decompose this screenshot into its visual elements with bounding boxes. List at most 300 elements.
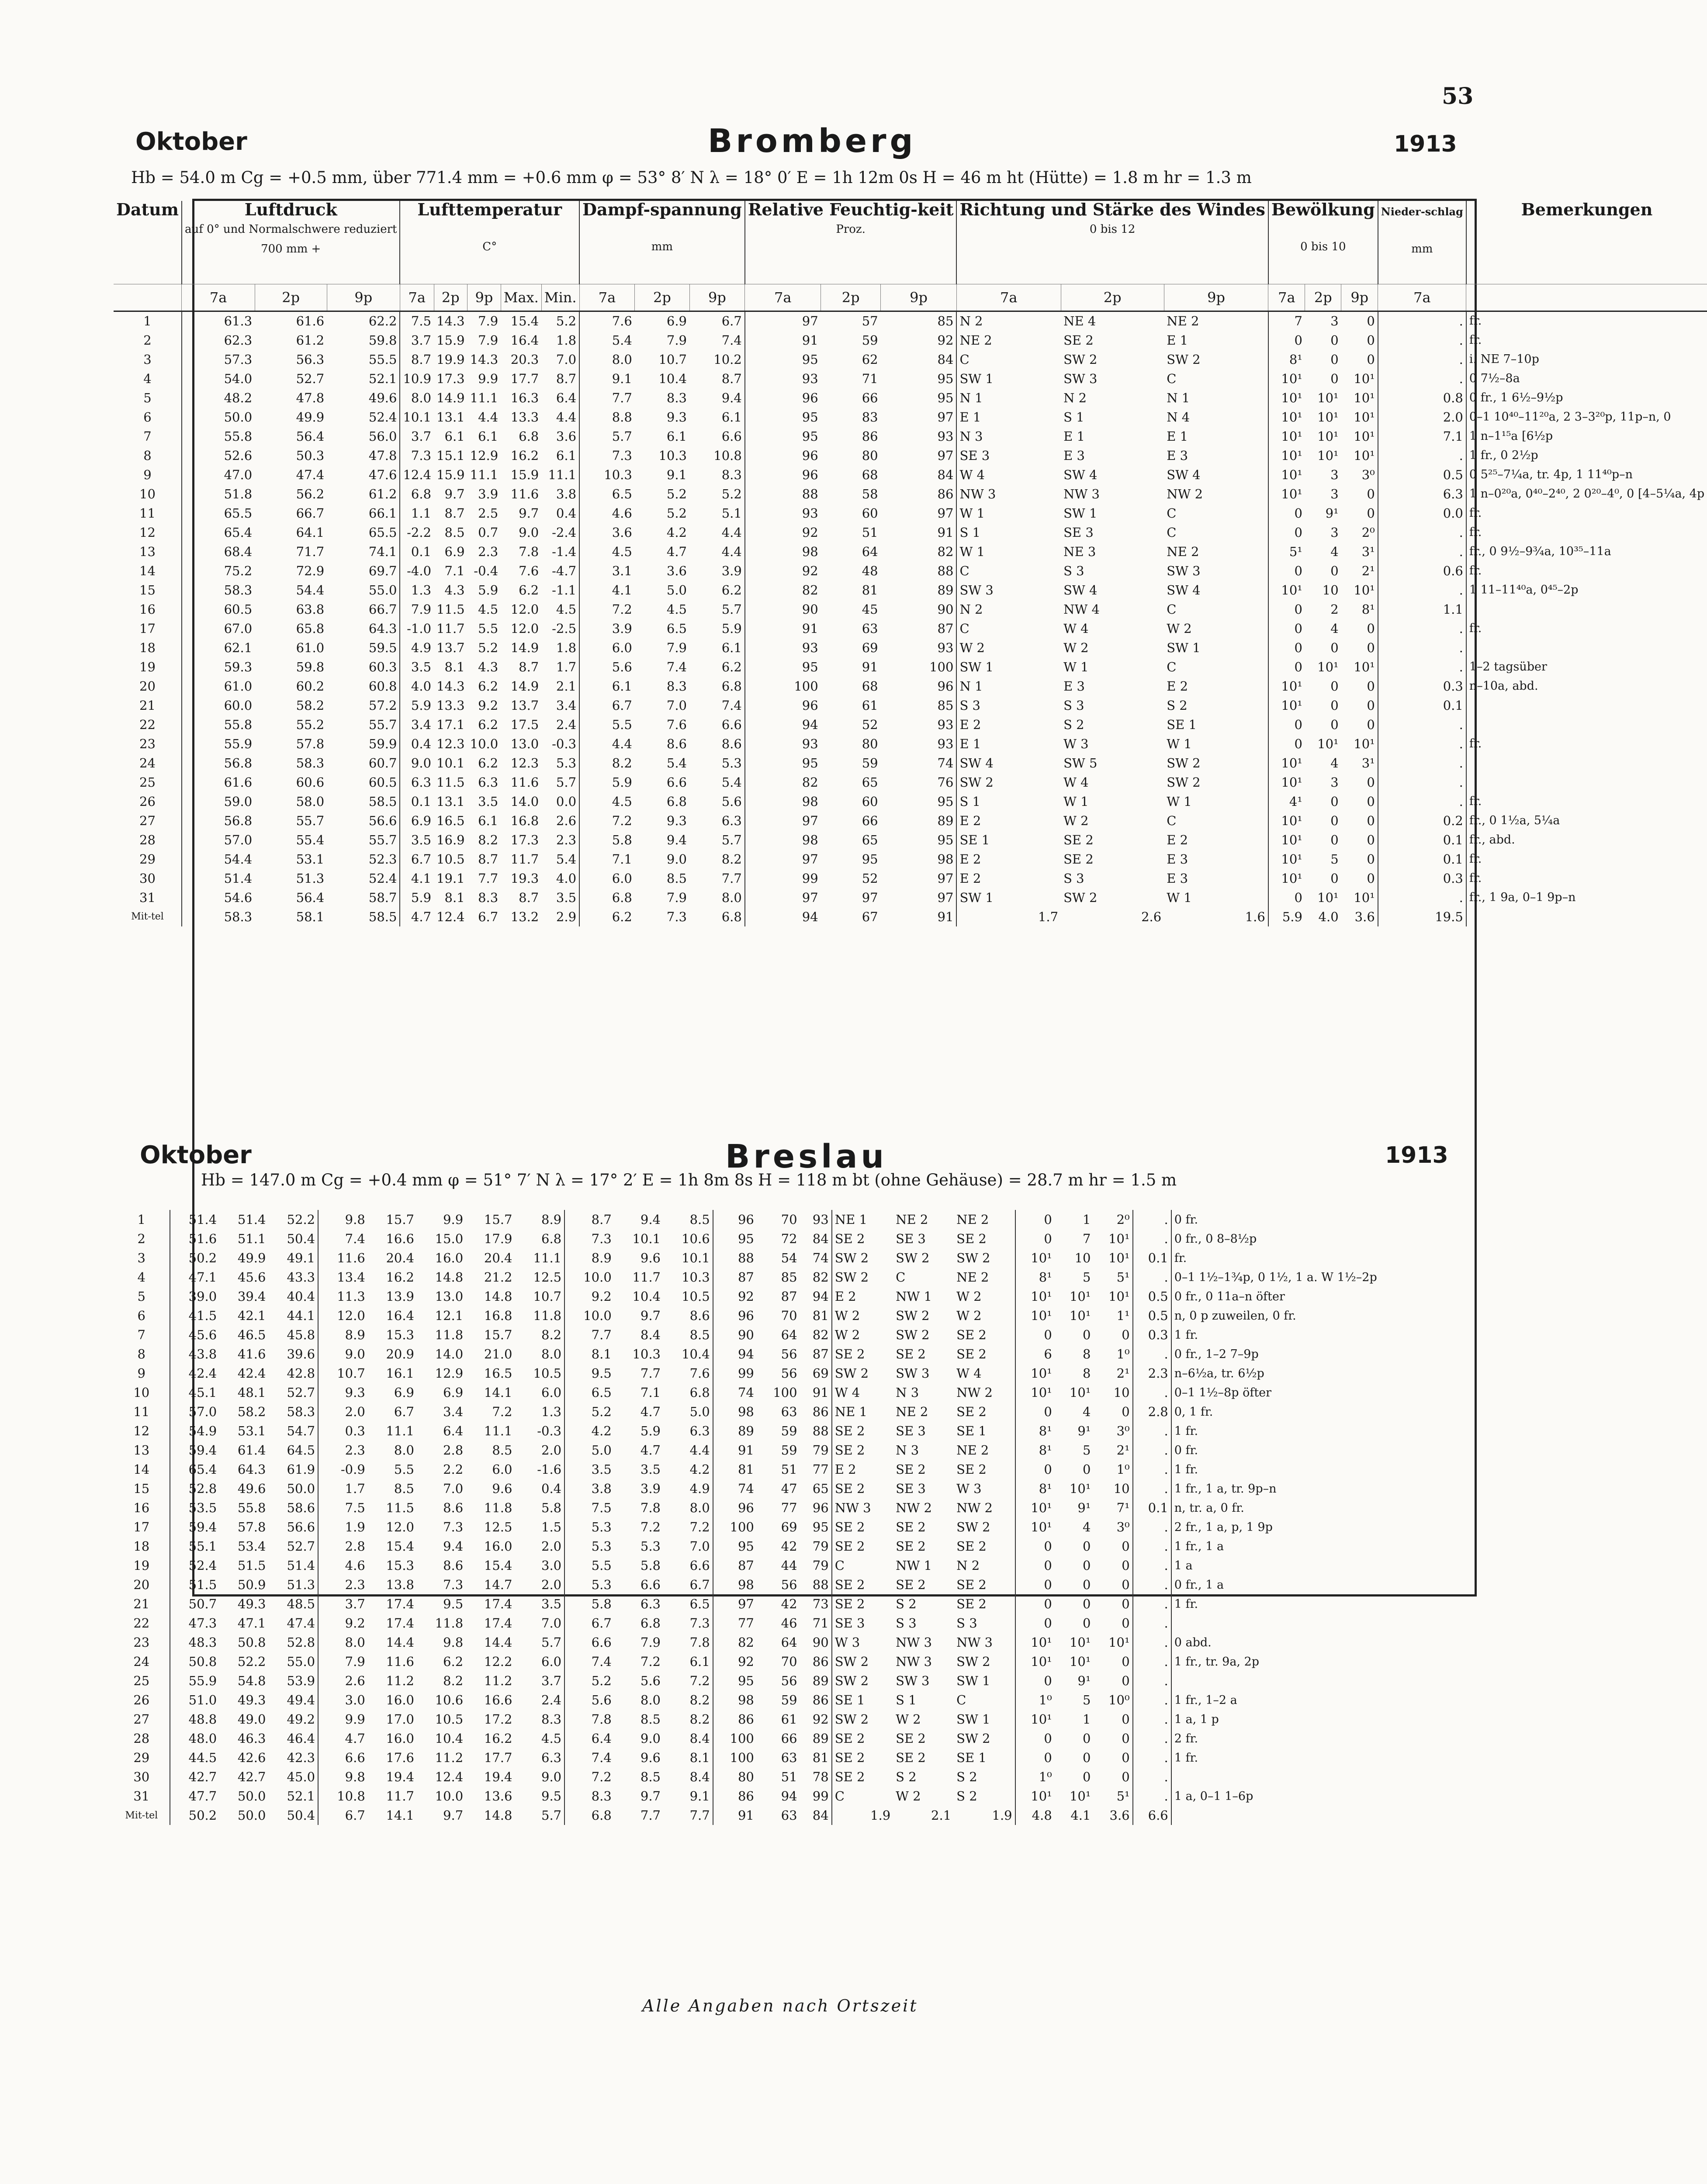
value-cell: 13.3 [436, 698, 465, 713]
value-cell: 10⁰ [1093, 1690, 1132, 1710]
mittel-row [114, 907, 1707, 926]
value-cell: 84 [800, 1229, 832, 1248]
value-cell: 0 [1083, 1597, 1091, 1611]
value-cell: NW 3 [954, 1633, 1015, 1652]
value-cell: 51.0 [188, 1693, 217, 1707]
value-cell: 95 [881, 388, 957, 408]
day-cell: 9 [114, 465, 182, 484]
value-cell: 95 [802, 429, 818, 444]
value-cell: . [1133, 1537, 1171, 1556]
value-cell: 75.2 [224, 563, 253, 578]
day-cell: 3 [114, 1248, 170, 1268]
value-cell: 8.5 [666, 871, 687, 886]
value-cell: 10¹ [1341, 734, 1378, 753]
day-cell: 13 [114, 542, 182, 561]
value-cell: 69 [781, 1520, 797, 1534]
value-cell: 4.7 [666, 544, 687, 559]
value-cell: 52.7 [268, 1537, 318, 1556]
value-cell: 10¹ [1341, 408, 1378, 427]
value-cell: SW 4 [1063, 467, 1098, 482]
value-cell: 7.4 [591, 1750, 612, 1765]
value-cell: . [1133, 1517, 1171, 1537]
value-cell: 3.6 [666, 563, 687, 578]
value-cell: 9.5 [591, 1366, 612, 1381]
value-cell: 92 [881, 331, 957, 350]
value-cell: 76 [881, 773, 957, 792]
value-cell: 52.3 [327, 850, 400, 869]
value-cell: 16.6 [386, 1231, 415, 1246]
value-cell: 93 [802, 371, 818, 386]
value-cell: 3 [1330, 467, 1339, 482]
value-cell: 7.4 [689, 696, 745, 715]
table-row [114, 1306, 1477, 1325]
value-cell: 8.7 [689, 369, 745, 388]
value-cell: 17.5 [510, 717, 539, 732]
value-cell: 9.0 [515, 1767, 564, 1787]
value-cell: 9¹ [1077, 1500, 1091, 1515]
value-cell: 5.2 [541, 311, 579, 331]
value-cell: 17.1 [436, 717, 465, 732]
value-cell: 3.6 [541, 427, 579, 446]
value-cell: 9.0 [345, 1347, 365, 1362]
value-cell: 0 [1330, 717, 1339, 732]
value-cell: 5¹ [1093, 1268, 1132, 1287]
remark-cell: 1–2 tagsüber [1469, 660, 1547, 674]
value-cell: 95 [738, 1231, 754, 1246]
value-cell: S 1 [1063, 409, 1084, 425]
value-cell: 10¹ [1281, 813, 1302, 828]
day-cell: 25 [114, 773, 182, 792]
value-cell: 4 [1083, 1520, 1091, 1534]
table-row [114, 1594, 1477, 1614]
value-cell: SE 1 [954, 1748, 1015, 1767]
value-cell: 57.2 [327, 696, 400, 715]
value-cell: 7.4 [345, 1231, 365, 1246]
value-cell: 49.3 [237, 1693, 266, 1707]
remark-cell: 1 fr. [1174, 1751, 1198, 1765]
value-cell: SE 2 [834, 1769, 865, 1784]
day-cell: 30 [114, 1767, 170, 1787]
value-cell: 52 [862, 871, 878, 886]
value-cell: SE 2 [896, 1347, 926, 1362]
value-cell: SE 3 [834, 1616, 865, 1631]
value-cell: 10.1 [632, 1231, 661, 1246]
value-cell: 1⁰ [1039, 1769, 1052, 1784]
value-cell: 82 [802, 582, 818, 598]
value-cell: 19.9 [436, 352, 465, 367]
value-cell: 65.8 [296, 621, 325, 636]
value-cell: 95 [802, 755, 818, 771]
value-cell: 51.1 [237, 1231, 266, 1246]
value-cell: 9.4 [666, 832, 687, 847]
value-cell: 97 [802, 813, 818, 828]
value-cell: 10.0 [583, 1308, 612, 1323]
value-cell: 1¹ [1093, 1306, 1132, 1325]
value-cell: 7.7 [640, 1366, 661, 1381]
value-cell: 95 [800, 1517, 832, 1537]
remark-cell [1466, 773, 1707, 792]
value-cell: 11.2 [435, 1750, 464, 1765]
value-cell: 54.7 [268, 1421, 318, 1441]
value-cell: 51.3 [296, 871, 325, 886]
value-cell: 54.0 [224, 371, 253, 386]
value-cell: 0 [1341, 869, 1378, 888]
value-cell: 5.2 [666, 505, 687, 521]
column-header: 9p [467, 284, 501, 311]
value-cell: 92 [802, 525, 818, 540]
value-cell: SW 2 [896, 1327, 930, 1342]
header-datum: Datum [114, 201, 182, 284]
value-cell: 59.0 [224, 794, 253, 809]
value-cell: SE 1 [834, 1693, 865, 1707]
value-cell: 0 [1341, 811, 1378, 830]
value-cell: 12.3 [510, 755, 539, 771]
value-cell: 57.3 [224, 352, 253, 367]
value-cell: 58.3 [268, 1402, 318, 1421]
value-cell: 14.1 [484, 1385, 512, 1400]
table-row [114, 504, 1707, 523]
value-cell: 3 [1330, 774, 1339, 790]
value-cell: 0.6 [1378, 561, 1466, 581]
value-cell: 58.6 [268, 1498, 318, 1517]
bromberg-column-row [114, 284, 1707, 311]
value-cell: 51.4 [268, 1556, 318, 1575]
value-cell: W 1 [959, 544, 985, 559]
value-cell: 11.7 [386, 1789, 415, 1804]
value-cell: 65.5 [327, 523, 400, 542]
value-cell: 98 [802, 794, 818, 809]
table-row [114, 1614, 1477, 1633]
value-cell: SE 2 [834, 1750, 865, 1765]
value-cell: SE 2 [896, 1577, 926, 1592]
value-cell: 5 [1083, 1443, 1091, 1458]
value-cell: 8.0 [394, 1443, 415, 1458]
table-row [114, 619, 1707, 638]
value-cell: 0 [1341, 792, 1378, 811]
value-cell: 17.6 [386, 1750, 415, 1765]
value-cell: 13.1 [436, 409, 465, 425]
value-cell: 0 [1341, 830, 1378, 850]
value-cell: 14.3 [436, 313, 465, 328]
mittel-value: 84 [800, 1806, 832, 1825]
value-cell: 95 [802, 409, 818, 425]
value-cell: 70 [781, 1212, 797, 1227]
day-cell: 10 [114, 1383, 170, 1402]
value-cell: 5.9 [478, 582, 499, 598]
value-cell: 3.4 [443, 1404, 464, 1419]
value-cell: 95 [738, 1539, 754, 1554]
value-cell: 3.5 [478, 794, 499, 809]
value-cell: N 2 [959, 313, 983, 328]
value-cell: -1.1 [541, 581, 579, 600]
value-cell: 8.7 [519, 659, 539, 674]
remark-cell: 0 fr. [1174, 1213, 1198, 1227]
value-cell: 0.1 [411, 794, 432, 809]
value-cell: 42.7 [237, 1769, 266, 1784]
value-cell: 80 [738, 1769, 754, 1784]
value-cell: 10.5 [515, 1364, 564, 1383]
value-cell: 10 [1093, 1479, 1132, 1498]
value-cell: 5.6 [612, 659, 632, 674]
value-cell: 99 [800, 1787, 832, 1806]
value-cell: 15.3 [386, 1327, 415, 1342]
value-cell: 77 [738, 1616, 754, 1631]
value-cell: 5.4 [666, 755, 687, 771]
value-cell: 91 [738, 1443, 754, 1458]
value-cell: 2¹ [1093, 1441, 1132, 1460]
value-cell: 89 [881, 581, 957, 600]
value-cell: 49.1 [268, 1248, 318, 1268]
value-cell: NE 2 [959, 332, 992, 348]
value-cell: SW 2 [954, 1729, 1015, 1748]
value-cell: 0 [1083, 1539, 1091, 1554]
value-cell: 0 [1044, 1597, 1052, 1611]
value-cell: 56.2 [296, 486, 325, 501]
value-cell: 0 [1044, 1577, 1052, 1592]
value-cell: . [1133, 1787, 1171, 1806]
value-cell: 4.3 [478, 659, 499, 674]
day-cell: 17 [114, 1517, 170, 1537]
value-cell: 0 [1330, 698, 1339, 713]
value-cell: 15.7 [484, 1212, 512, 1227]
remark-cell: 1 a [1174, 1559, 1193, 1572]
value-cell: 61.0 [296, 640, 325, 655]
value-cell: 0 [1294, 736, 1302, 751]
value-cell: 56.4 [296, 890, 325, 905]
value-cell: 6.7 [689, 311, 745, 331]
value-cell: 5.3 [640, 1539, 661, 1554]
value-cell: 45 [862, 601, 878, 617]
value-cell: 8 [1083, 1347, 1091, 1362]
day-cell: 23 [114, 1633, 170, 1652]
value-cell: 57.8 [237, 1520, 266, 1534]
value-cell: 3.9 [640, 1481, 661, 1496]
value-cell: 5.5 [478, 621, 499, 636]
value-cell: 6.6 [689, 427, 745, 446]
value-cell: 0 [1093, 1748, 1132, 1767]
value-cell: 3¹ [1341, 753, 1378, 773]
value-cell: 10¹ [1341, 657, 1378, 677]
value-cell: 9.7 [640, 1789, 661, 1804]
mittel-value: 58.5 [327, 907, 400, 926]
value-cell: 11.1 [484, 1424, 512, 1438]
value-cell: 10¹ [1031, 1385, 1052, 1400]
value-cell: 5.9 [411, 890, 432, 905]
day-cell: 27 [114, 1710, 170, 1729]
value-cell: 64.1 [296, 525, 325, 540]
value-cell: 10 [1074, 1251, 1091, 1265]
value-cell: SE 3 [896, 1481, 926, 1496]
table-row [114, 888, 1707, 907]
mittel-value: 58.3 [224, 909, 253, 924]
value-cell: SE 3 [896, 1424, 926, 1438]
value-cell: NE 2 [896, 1212, 928, 1227]
value-cell: 93 [802, 736, 818, 751]
value-cell: 89 [738, 1424, 754, 1438]
value-cell: 10¹ [1317, 429, 1339, 444]
column-header: 2p [1061, 284, 1164, 311]
value-cell: S 1 [896, 1693, 917, 1707]
value-cell: 85 [881, 311, 957, 331]
value-cell: 42.3 [268, 1748, 318, 1767]
value-cell: 77 [800, 1460, 832, 1479]
value-cell: 10.7 [337, 1366, 365, 1381]
value-cell: 14.8 [484, 1289, 512, 1304]
value-cell: 6.4 [443, 1424, 464, 1438]
value-cell: 49.2 [268, 1710, 318, 1729]
value-cell: 6.7 [394, 1404, 415, 1419]
value-cell: N 4 [1164, 408, 1268, 427]
value-cell: 4.4 [689, 523, 745, 542]
value-cell: 10.4 [663, 1344, 713, 1364]
value-cell: E 3 [1063, 678, 1085, 694]
value-cell: 68 [862, 678, 878, 694]
remark-cell [1171, 1614, 1477, 1633]
value-cell: 87 [881, 619, 957, 638]
value-cell: 17.3 [510, 832, 539, 847]
value-cell: 5.1 [689, 504, 745, 523]
mittel-value: 6.8 [689, 907, 745, 926]
bromberg-table [114, 201, 1707, 926]
value-cell: W 2 [1063, 640, 1089, 655]
value-cell: E 1 [1164, 331, 1268, 350]
value-cell: SW 1 [959, 659, 994, 674]
value-cell: 0.0 [1378, 504, 1466, 523]
value-cell: 82 [800, 1325, 832, 1344]
footer-note: Alle Angaben nach Ortszeit [642, 1996, 918, 2015]
value-cell: 2.3 [478, 544, 499, 559]
value-cell: 10¹ [1317, 736, 1339, 751]
value-cell: 49.6 [327, 388, 400, 408]
value-cell: C [959, 352, 969, 367]
value-cell: 10¹ [1317, 390, 1339, 405]
table-row [114, 696, 1707, 715]
value-cell: SW 4 [1164, 581, 1268, 600]
value-cell: E 2 [834, 1289, 856, 1304]
value-cell: . [1378, 311, 1466, 331]
value-cell: 8.0 [515, 1344, 564, 1364]
value-cell: 4.7 [345, 1731, 365, 1746]
value-cell: 8.4 [640, 1327, 661, 1342]
value-cell: 95 [862, 851, 878, 867]
value-cell: 15.7 [484, 1327, 512, 1342]
value-cell: 0.5 [1133, 1306, 1171, 1325]
value-cell: 8.4 [663, 1729, 713, 1748]
value-cell: SE 2 [896, 1750, 926, 1765]
value-cell: SW 2 [1164, 753, 1268, 773]
value-cell: 61.2 [296, 332, 325, 348]
value-cell: 93 [802, 640, 818, 655]
value-cell: 46.3 [237, 1731, 266, 1746]
value-cell: 63 [862, 621, 878, 636]
value-cell: 8.7 [478, 851, 499, 867]
value-cell: 9.6 [640, 1750, 661, 1765]
value-cell: 82 [738, 1635, 754, 1650]
value-cell: 5.8 [515, 1498, 564, 1517]
value-cell: SW 2 [896, 1251, 930, 1265]
value-cell: 9.0 [640, 1731, 661, 1746]
day-cell: 29 [114, 1748, 170, 1767]
value-cell: N 2 [1063, 390, 1087, 405]
value-cell: 49.9 [237, 1251, 266, 1265]
value-cell: 96 [738, 1500, 754, 1515]
value-cell: 59 [862, 332, 878, 348]
value-cell: 8.9 [515, 1210, 564, 1229]
column-header: 9p [689, 284, 745, 311]
value-cell: 10¹ [1093, 1287, 1132, 1306]
value-cell: 6.6 [689, 715, 745, 734]
day-cell: 10 [114, 484, 182, 504]
value-cell: 0.3 [345, 1424, 365, 1438]
value-cell: 9.8 [345, 1769, 365, 1784]
header-bemerkungen: Bemerkungen [1466, 201, 1707, 284]
day-cell: 21 [114, 1594, 170, 1614]
value-cell: 63 [781, 1404, 797, 1419]
value-cell: 7.3 [411, 448, 432, 463]
mittel-value: 4.1 [1070, 1808, 1091, 1823]
value-cell: 7.8 [519, 544, 539, 559]
value-cell: 10¹ [1069, 1654, 1091, 1669]
day-cell: 24 [114, 753, 182, 773]
value-cell: 2.0 [515, 1575, 564, 1594]
value-cell: 47.0 [224, 467, 253, 482]
value-cell: 56.8 [224, 813, 253, 828]
table-row [114, 1460, 1477, 1479]
value-cell: 0 [1330, 871, 1339, 886]
mittel-value: 2.9 [541, 907, 579, 926]
value-cell: 6.5 [612, 486, 632, 501]
value-cell: S 2 [1164, 696, 1268, 715]
remark-cell: 1 fr. [1174, 1424, 1198, 1438]
value-cell: 17.7 [484, 1750, 512, 1765]
value-cell: 47.6 [327, 465, 400, 484]
value-cell: 4.5 [666, 601, 687, 617]
value-cell: N 3 [896, 1443, 919, 1458]
value-cell: 5.2 [666, 486, 687, 501]
table-row [114, 1441, 1477, 1460]
value-cell: 4 [1330, 755, 1339, 771]
value-cell: 99 [738, 1366, 754, 1381]
header-niederschlag: Nieder-schlag mm [1378, 201, 1466, 284]
value-cell: . [1133, 1594, 1171, 1614]
value-cell: . [1133, 1767, 1171, 1787]
day-cell: 14 [114, 561, 182, 581]
value-cell: 6.2 [689, 657, 745, 677]
value-cell: C [1164, 657, 1268, 677]
value-cell: 8.5 [492, 1443, 512, 1458]
value-cell: NE 1 [834, 1404, 867, 1419]
table-row [114, 331, 1707, 350]
value-cell: W 1 [1164, 792, 1268, 811]
value-cell: 58.5 [327, 792, 400, 811]
value-cell: 5.9 [640, 1424, 661, 1438]
value-cell: 20.4 [484, 1251, 512, 1265]
remark-cell: 1 n–0²⁰a, 0⁴⁰–2⁴⁰, 2 0²⁰–4⁰, 0 [4–5¼a, 4p [1469, 487, 1705, 501]
value-cell: 0 [1093, 1614, 1132, 1633]
value-cell: 11.5 [436, 601, 465, 617]
value-cell: 48.5 [268, 1594, 318, 1614]
mittel-value: 67 [862, 909, 878, 924]
value-cell: 10¹ [1281, 409, 1302, 425]
day-cell: 16 [114, 600, 182, 619]
value-cell: W 2 [834, 1327, 860, 1342]
value-cell: 61.2 [327, 484, 400, 504]
value-cell: 4 [1330, 621, 1339, 636]
value-cell: 59.3 [224, 659, 253, 674]
value-cell: 51.3 [268, 1575, 318, 1594]
value-cell: 6.5 [666, 621, 687, 636]
value-cell: 81 [800, 1306, 832, 1325]
